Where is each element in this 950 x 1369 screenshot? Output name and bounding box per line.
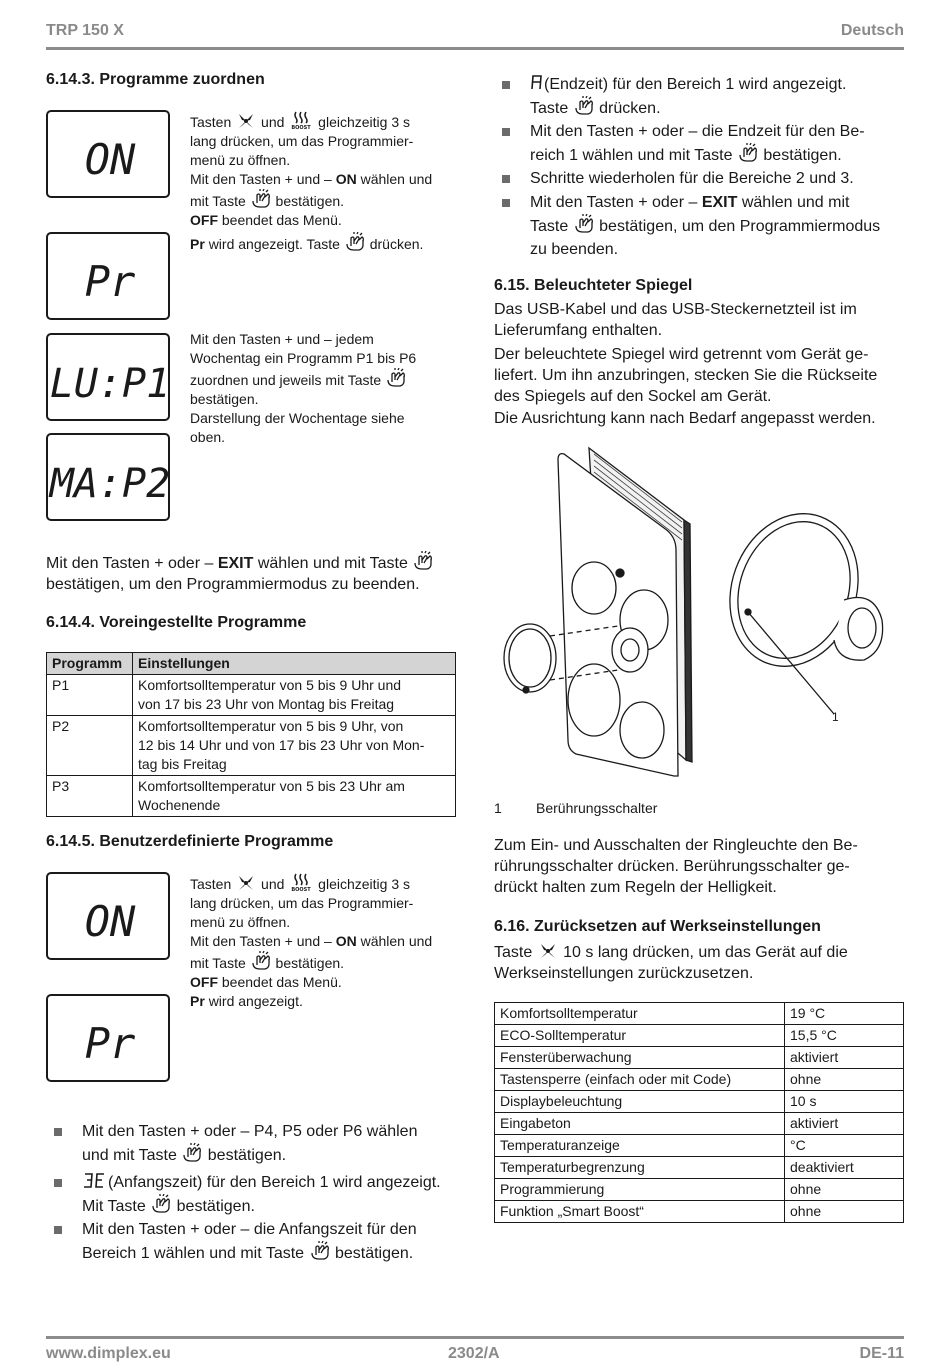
value-cell: 10 s [785, 1091, 904, 1113]
lcd-display-lu-p1 [46, 333, 170, 421]
text: gleichzeitig 3 s [318, 876, 410, 892]
document-revision: 2302/A [448, 1345, 500, 1362]
lcd-display-ma-p2 [46, 433, 170, 521]
text: wählen und [360, 933, 433, 949]
confirm-hand-icon [250, 951, 272, 971]
bullet-item [502, 120, 912, 168]
table-row [47, 716, 456, 776]
table-header-cell: Einstellungen [133, 653, 456, 675]
table-row [495, 1069, 904, 1091]
text: mit Taste [190, 193, 246, 209]
setting-cell: ECO-Solltemperatur [495, 1025, 785, 1047]
lcd-text: ON [84, 897, 136, 946]
text: Das USB-Kabel und das USB-Steckernetzteil ist im [494, 301, 857, 318]
touch-switch-dot [523, 687, 529, 693]
program-cell: P1 [47, 675, 133, 716]
text: reich 1 wählen und mit Taste [530, 147, 733, 164]
text: rührungsschalter drücken. Berührungsschalter ge- [494, 858, 850, 875]
model-name: TRP 150 X [46, 22, 124, 39]
paragraph [494, 942, 914, 984]
heater-edge [684, 520, 692, 762]
bold-text: EXIT [701, 194, 738, 211]
text: Werkseinstellungen zurückzusetzen. [494, 965, 754, 982]
confirm-hand-icon [737, 143, 759, 163]
section-title-6144: 6.14.4. Voreingestellte Programme [46, 614, 307, 631]
text: beendet das Menü. [221, 212, 342, 228]
text: Mit den Tasten + oder – P4, P5 oder P6 wählen [82, 1123, 418, 1140]
text: wählen und mit Taste [257, 555, 408, 572]
table-row [495, 1201, 904, 1223]
text: des Spiegels auf den Sockel am Gerät. [494, 388, 772, 405]
text: 12 bis 14 Uhr und von 17 bis 23 Uhr von Mon- [138, 737, 425, 753]
table-header-row [47, 653, 456, 675]
lcd-display-pr [46, 994, 170, 1082]
text: menü zu öffnen. [190, 152, 291, 168]
page-header [46, 22, 904, 50]
text: Tasten [190, 114, 232, 130]
callout-number: 1 [832, 710, 839, 724]
text: Mit den Tasten + und – jedem [190, 331, 374, 347]
boost-label: BOOST [291, 887, 311, 892]
legend-text: Berührungsschalter [536, 800, 658, 816]
fan-key-icon [235, 874, 257, 892]
text: menü zu öffnen. [190, 914, 291, 930]
bullet-marker [502, 175, 510, 183]
text: drücken. [369, 236, 424, 252]
text: bestätigen. [763, 147, 842, 164]
text: Mit den Tasten + und – [190, 933, 332, 949]
table-row [495, 1003, 904, 1025]
table-row [495, 1135, 904, 1157]
text: Taste [530, 100, 569, 117]
text: bestätigen. [275, 193, 345, 209]
language-label: Deutsch [840, 22, 904, 39]
bullet-marker [54, 1226, 62, 1234]
settings-cell [133, 776, 456, 817]
value-cell: 19 °C [785, 1003, 904, 1025]
table-row [495, 1047, 904, 1069]
value-cell: deaktiviert [785, 1157, 904, 1179]
text: zuordnen und jeweils mit Taste [190, 372, 382, 388]
table-row [495, 1091, 904, 1113]
text: Der beleuchtete Spiegel wird getrennt vom Gerät ge- [494, 346, 869, 363]
value-cell: ohne [785, 1179, 904, 1201]
text: drückt halten zum Regeln der Helligkeit. [494, 879, 777, 896]
text: wählen und mit [741, 194, 850, 211]
setting-cell: Fensterüberwachung [495, 1047, 785, 1069]
bullet-item [502, 167, 912, 191]
text: wird angezeigt. Taste [208, 236, 340, 252]
text: Darstellung der Wochentage siehe [190, 410, 405, 426]
text: Komfortsolltemperatur von 5 bis 23 Uhr am [138, 778, 405, 794]
table-row [47, 776, 456, 817]
setting-cell: Eingabeton [495, 1113, 785, 1135]
text: Taste [530, 218, 569, 235]
program-cell: P2 [47, 716, 133, 776]
bullet-item [54, 1218, 474, 1266]
value-cell: °C [785, 1135, 904, 1157]
mirror-stand-hole [848, 608, 876, 648]
paragraph [494, 344, 914, 407]
mirror-illustration [494, 440, 904, 780]
text: bestätigen, um den Programmiermodus zu beenden. [46, 576, 420, 593]
section-title-615: 6.15. Beleuchteter Spiegel [494, 277, 693, 294]
program-cell: P3 [47, 776, 133, 817]
text: Mit den Tasten + oder – [46, 555, 214, 572]
text: 10 s lang drücken, um das Gerät auf die [563, 944, 848, 961]
boost-key-icon [288, 872, 314, 892]
text: bestätigen. [334, 1245, 414, 1262]
bold-text: Pr [190, 236, 205, 252]
bullet-marker [54, 1128, 62, 1136]
exit-instruction [46, 551, 466, 595]
fan-key-icon [235, 112, 257, 130]
setting-cell: Tastensperre (einfach oder mit Code) [495, 1069, 785, 1091]
setting-cell: Displaybeleuchtung [495, 1091, 785, 1113]
text: Bereich 1 wählen und mit Taste [82, 1245, 305, 1262]
text: und [261, 876, 285, 892]
instruction-block-1 [190, 110, 460, 230]
text: Schritte wiederholen für die Bereiche 2 und 3. [530, 170, 854, 187]
panel-dot [616, 569, 624, 577]
text: Taste [494, 944, 533, 961]
panel-cutout [568, 664, 620, 736]
text: Tasten [190, 876, 232, 892]
table-row [495, 1113, 904, 1135]
text: bestätigen, um den Programmiermodus [599, 218, 881, 235]
table-row [495, 1157, 904, 1179]
value-cell: aktiviert [785, 1113, 904, 1135]
section-title-616: 6.16. Zurücksetzen auf Werkseinstellungen [494, 918, 821, 935]
value-cell: aktiviert [785, 1047, 904, 1069]
bold-text: OFF [190, 212, 218, 228]
bullet-item [54, 1120, 474, 1168]
lcd-text: Pr [84, 257, 136, 306]
text: Zum Ein- und Ausschalten der Ringleuchte den Be- [494, 837, 858, 854]
fan-key-icon [537, 942, 559, 960]
text: oben. [190, 429, 226, 445]
setting-cell: Komfortsolltemperatur [495, 1003, 785, 1025]
bold-text: ON [335, 171, 357, 187]
bullet-marker [502, 199, 510, 207]
confirm-hand-icon [250, 189, 272, 209]
text: Mit den Tasten + oder – die Endzeit für den Be- [530, 123, 865, 140]
small-mirror-inner [509, 629, 551, 687]
setting-cell: Temperaturanzeige [495, 1135, 785, 1157]
text: (Anfangszeit) für den Bereich 1 wird angezeigt. [108, 1174, 441, 1191]
factory-settings-table [494, 1002, 904, 1223]
text: Mit den Tasten + oder – die Anfangszeit für den [82, 1221, 417, 1238]
text: von 17 bis 23 Uhr von Montag bis Freitag [138, 696, 395, 712]
bullet-marker [502, 81, 510, 89]
confirm-hand-icon [181, 1143, 203, 1163]
text: Wochentag ein Programm P1 bis P6 [190, 350, 417, 366]
bold-text: EXIT [217, 555, 254, 572]
value-cell: 15,5 °C [785, 1025, 904, 1047]
text: Wochenende [138, 797, 221, 813]
confirm-hand-icon [309, 1241, 331, 1261]
text: bestätigen. [190, 391, 259, 407]
confirm-hand-icon [573, 96, 595, 116]
text: Lieferumfang enthalten. [494, 322, 663, 339]
table-row [495, 1179, 904, 1201]
instruction-block-3 [190, 330, 460, 447]
bullet-marker [54, 1179, 62, 1187]
boost-key-icon [288, 110, 314, 130]
bullet-item [54, 1171, 474, 1219]
text: Mit den Tasten + oder – [530, 194, 698, 211]
setting-cell: Funktion „Smart Boost“ [495, 1201, 785, 1223]
text: tag bis Freitag [138, 756, 227, 772]
text: lang drücken, um das Programmier- [190, 133, 414, 149]
instruction-block-2 [190, 232, 460, 254]
confirm-hand-icon [573, 214, 595, 234]
page-footer [46, 1336, 904, 1366]
panel-cutout [620, 702, 664, 758]
text: drücken. [599, 100, 661, 117]
settings-cell [133, 716, 456, 776]
text: gleichzeitig 3 s [318, 114, 410, 130]
lcd-display-pr [46, 232, 170, 320]
instruction-block-4 [190, 872, 460, 1011]
legend-number: 1 [494, 800, 502, 816]
settings-cell [133, 675, 456, 716]
bullet-item [502, 73, 912, 121]
text: und mit Taste [82, 1147, 177, 1164]
preset-programs-table [46, 652, 456, 817]
mirror-socket-inner [621, 639, 639, 661]
lcd-de-glyph-icon [82, 1172, 108, 1190]
boost-label: BOOST [291, 125, 311, 130]
text: bestätigen. [275, 955, 345, 971]
text: wird angezeigt. [208, 993, 303, 1009]
paragraph: Die Ausrichtung kann nach Bedarf angepasst werden. [494, 410, 876, 427]
text: zu beenden. [530, 241, 619, 258]
page-number: DE-11 [859, 1345, 904, 1362]
table-row [495, 1025, 904, 1047]
table-row [47, 675, 456, 716]
text: mit Taste [190, 955, 246, 971]
text: Mit Taste [82, 1198, 146, 1215]
setting-cell: Temperaturbegrenzung [495, 1157, 785, 1179]
text: lang drücken, um das Programmier- [190, 895, 414, 911]
lcd-text: Pr [84, 1019, 136, 1068]
panel-cutout [572, 562, 616, 614]
setting-cell: Programmierung [495, 1179, 785, 1201]
text: Mit den Tasten + und – [190, 171, 332, 187]
bold-text: OFF [190, 974, 218, 990]
text: bestätigen. [207, 1147, 287, 1164]
lcd-text: ON [84, 135, 136, 184]
bullet-item [502, 191, 912, 261]
text: (Endzeit) für den Bereich 1 wird angezeigt. [544, 76, 847, 93]
text: wählen und [360, 171, 433, 187]
lcd-display-on [46, 872, 170, 960]
lcd-text: MA:P2 [49, 461, 171, 507]
lcd-display-on [46, 110, 170, 198]
lcd-text: LU:P1 [49, 361, 171, 407]
paragraph [494, 835, 914, 898]
confirm-hand-icon [344, 232, 366, 252]
text: Komfortsolltemperatur von 5 bis 9 Uhr, von [138, 718, 404, 734]
confirm-hand-icon [385, 368, 407, 388]
table-header-cell: Programm [47, 653, 133, 675]
section-title-6143: 6.14.3. Programme zuordnen [46, 71, 265, 88]
value-cell: ohne [785, 1069, 904, 1091]
bold-text: Pr [190, 993, 205, 1009]
value-cell: ohne [785, 1201, 904, 1223]
text: und [261, 114, 285, 130]
section-title-6145: 6.14.5. Benutzerdefinierte Programme [46, 833, 334, 850]
bold-text: ON [335, 933, 357, 949]
text: bestätigen. [176, 1198, 255, 1215]
confirm-hand-icon [150, 1194, 172, 1214]
bullet-marker [502, 128, 510, 136]
text: liefert. Um ihn anzubringen, stecken Sie die Rückseite [494, 367, 878, 384]
lcd-a-glyph-icon [530, 74, 544, 92]
confirm-hand-icon [412, 551, 434, 571]
text: beendet das Menü. [221, 974, 342, 990]
text: Komfortsolltemperatur von 5 bis 9 Uhr und [138, 677, 402, 693]
paragraph [494, 299, 914, 341]
website-link[interactable]: www.dimplex.eu [46, 1345, 171, 1362]
